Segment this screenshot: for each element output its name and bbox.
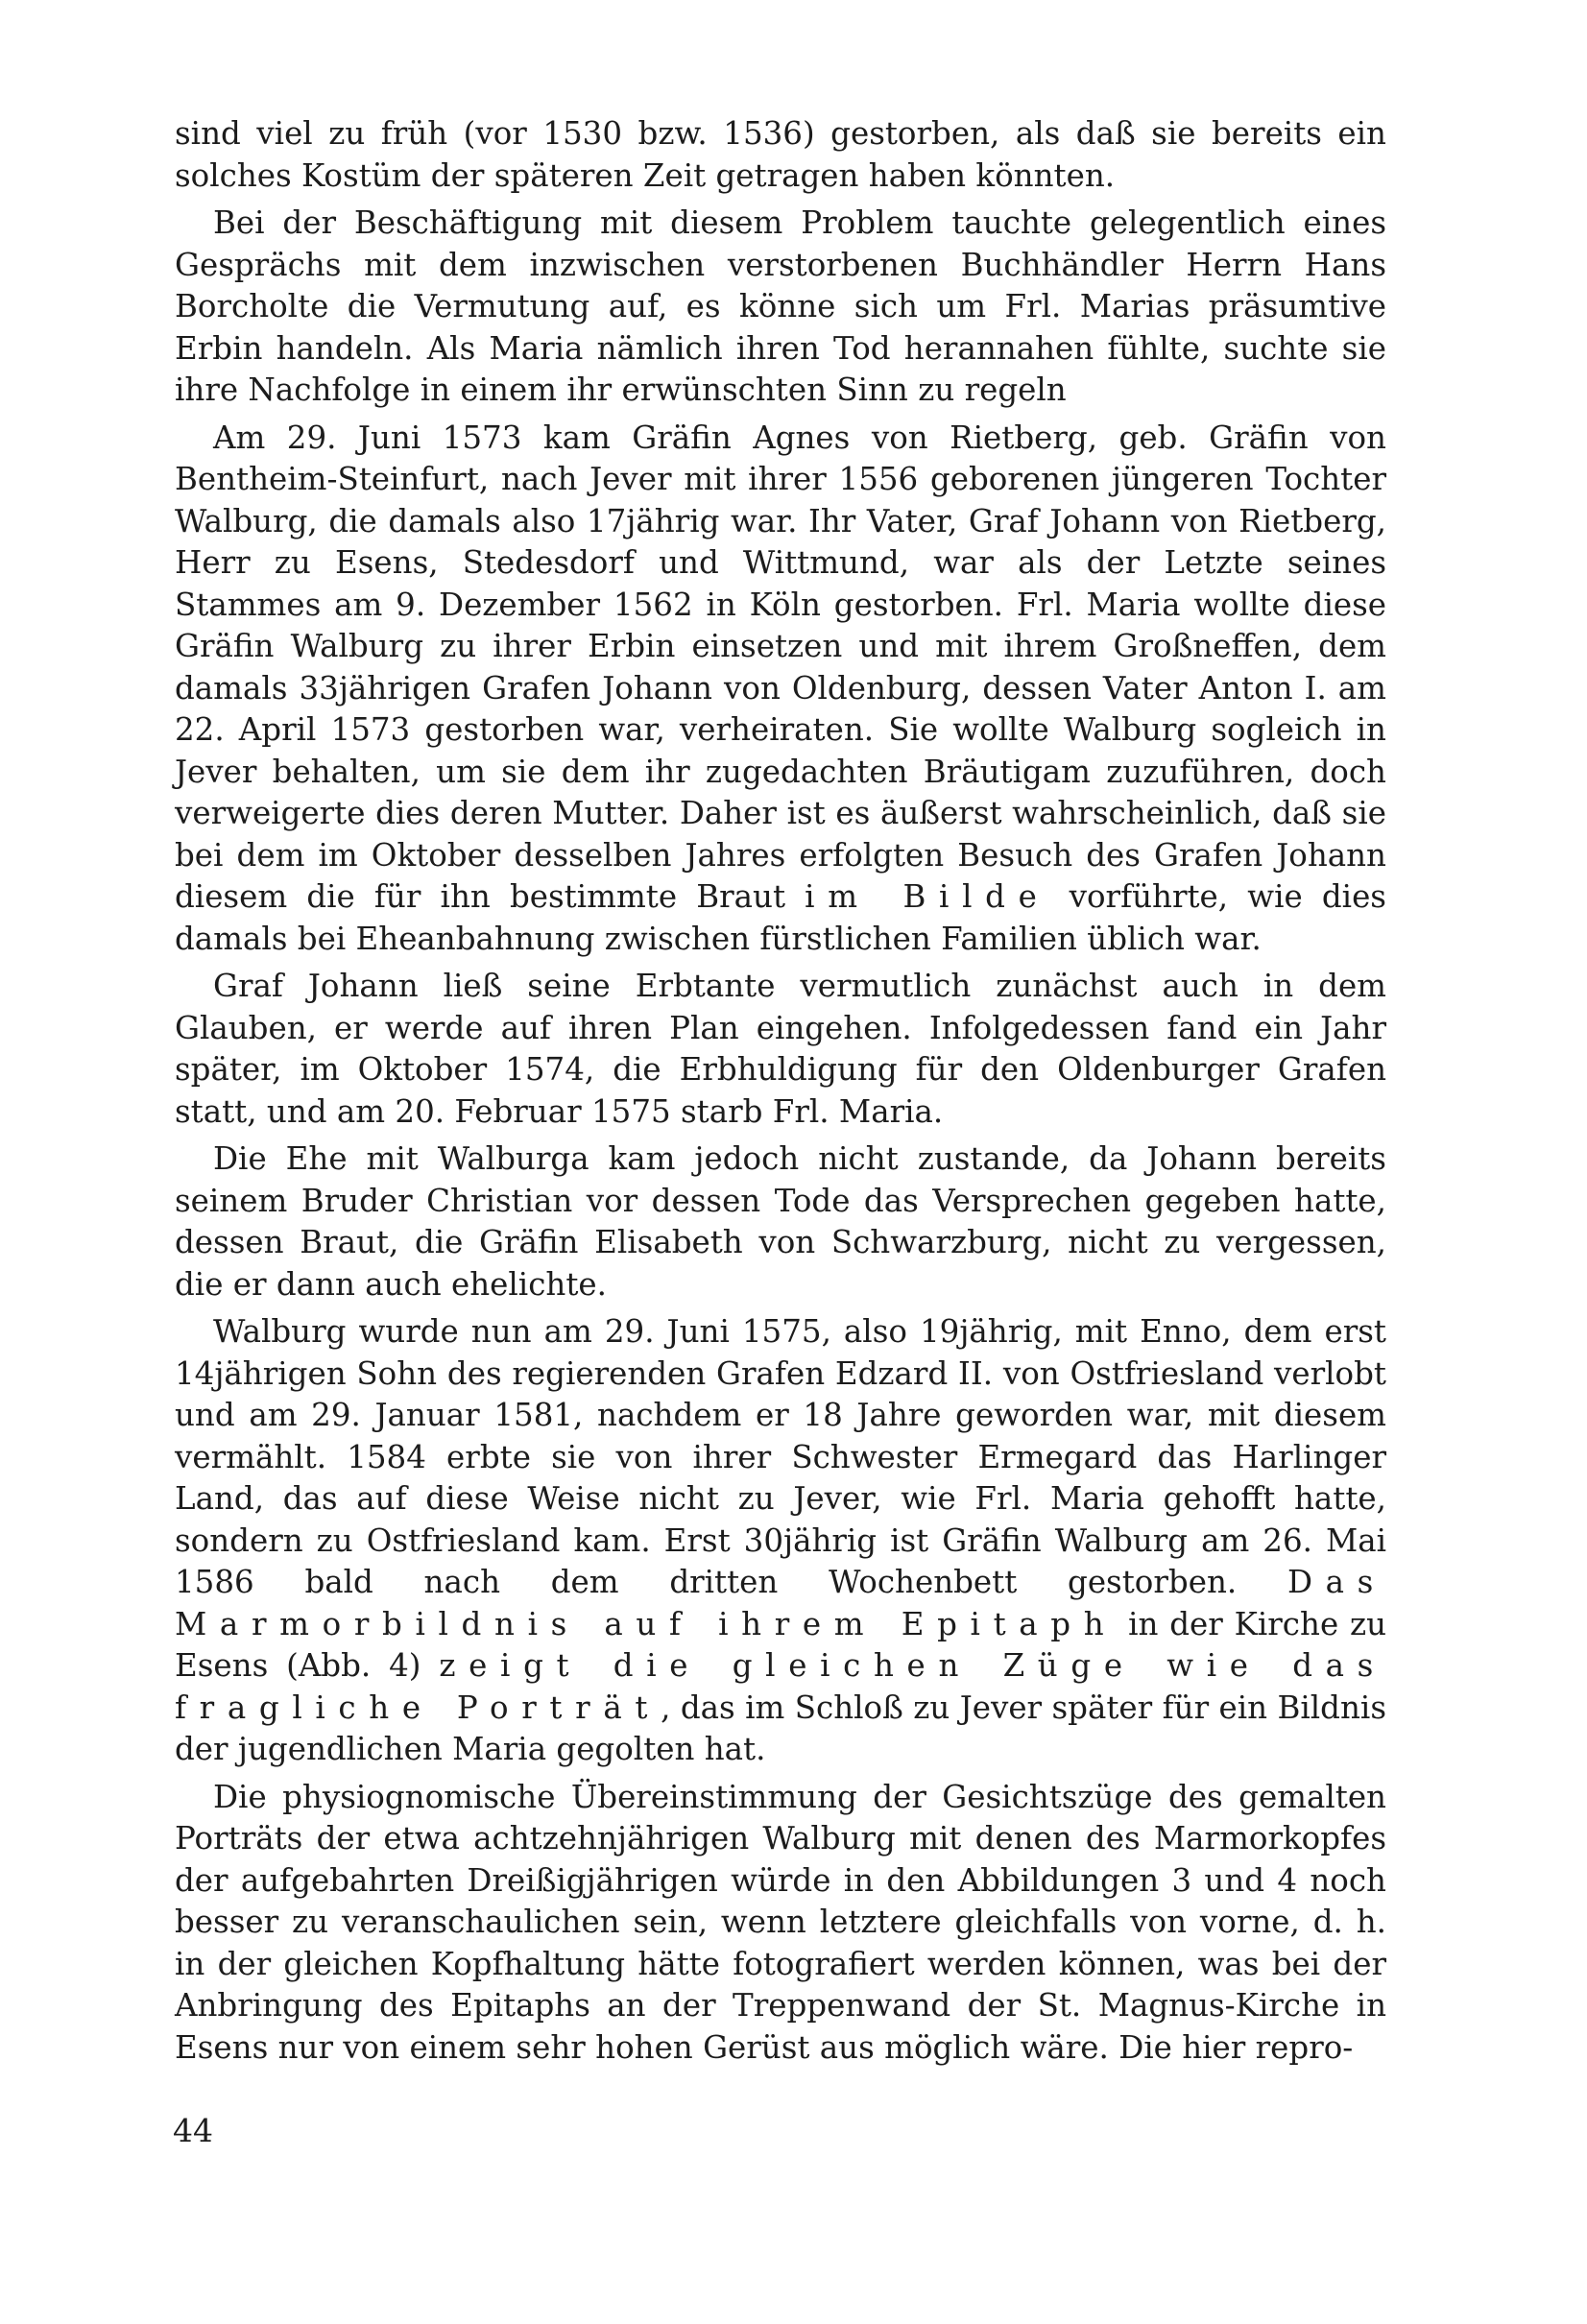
- paragraph-2: [175, 203, 1386, 412]
- body-text: [175, 113, 1386, 2074]
- paragraph-6-emphasis-2: zeigt die gleichen Züge wie das fragliche Porträt: [175, 1647, 1387, 1726]
- paragraph-2-text: Bei der Beschäftigung mit diesem Problem tauchte gelegentlich eines Gesprächs mit dem inzwischen verstorbenen Buchhändler Herrn Hans Borcholte die Vermutung auf, es könne sich um Frl. Marias präsumtive Erbin handeln. Als Maria nämlich ihren Tod herannahen fühlte, suchte sie ihre Nachfolge in einem ihr erwünschten Sinn zu regeln: [175, 204, 1386, 408]
- paragraph-7: [175, 1777, 1386, 2070]
- paragraph-6-text-part-3: , das im Schloß zu Jever später für ein Bildnis der jugendlichen Maria gegolten hat.: [175, 1689, 1386, 1767]
- paragraph-5-text: Die Ehe mit Walburga kam jedoch nicht zustande, da Johann bereits seinem Bruder Christian vor dessen Tode das Versprechen gegeben hatte, dessen Braut, die Gräfin Elisabeth von Schwarzburg, nicht zu vergessen, die er dann auch ehelichte.: [175, 1140, 1386, 1303]
- paragraph-1: [175, 113, 1386, 197]
- paragraph-6: [175, 1311, 1386, 1771]
- paragraph-3-emphasis: im Bilde: [805, 878, 1050, 915]
- paragraph-6-emphasis-1: Das Marmorbildnis auf ihrem Epitaph: [175, 1564, 1386, 1642]
- paragraph-4: [175, 966, 1386, 1133]
- paragraph-3-text-part-1: Am 29. Juni 1573 kam Gräfin Agnes von Rietberg, geb. Gräfin von Bentheim-Steinfurt, nach Jever mit ihrer 1556 geborenen jüngeren Tochter Walburg, die damals also 17jährig war. Ihr Vater, Graf Johann von Rietberg, Herr zu Esens, Stedesdorf und Wittmund, war als der Letzte seines Stammes am 9. Dezember 1562 in Köln gestorben. Frl. Maria wollte diese Gräfin Walburg zu ihrer Erbin einsetzen und mit ihrem Großneffen, dem damals 33jährigen Grafen Johann von Oldenburg, dessen Vater Anton I. am 22. April 1573 gestorben war, verheiraten. Sie wollte Walburg sogleich in Jever behalten, um sie dem ihr zugedachten Bräutigam zuzuführen, doch verweigerte dies deren Mutter. Daher ist es äußerst wahrscheinlich, daß sie bei dem im Oktober desselben Jahres erfolgten Besuch des Grafen Johann diesem die für ihn bestimmte Braut: [175, 419, 1386, 915]
- paragraph-7-text: Die physiognomische Übereinstimmung der Gesichtszüge des gemalten Porträts der etwa achtzehnjährigen Walburg mit denen des Marmorkopfes der aufgebahrten Dreißigjährigen würde in den Abbildungen 3 und 4 noch besser zu veranschaulichen sein, wenn letztere gleichfalls von vorne, d. h. in der gleichen Kopfhaltung hätte fotografiert werden können, was bei der Anbringung des Epitaphs an der Treppenwand der St. Magnus-Kirche in Esens nur von einem sehr hohen Gerüst aus möglich wäre. Die hier repro-: [175, 1778, 1386, 2066]
- paragraph-3-text-part-2: vorführte, wie dies damals bei Eheanbahnung zwischen fürstlichen Familien üblich war.: [175, 878, 1386, 957]
- paragraph-6-text-part-1: Walburg wurde nun am 29. Juni 1575, also 19jährig, mit Enno, dem erst 14jährigen Sohn des regierenden Grafen Edzard II. von Ostfriesland verlobt und am 29. Januar 1581, nachdem er 18 Jahre geworden war, mit diesem vermählt. 1584 erbte sie von ihrer Schwester Ermegard das Harlinger Land, das auf diese Weise nicht zu Jever, wie Frl. Maria gehofft hatte, sondern zu Ostfriesland kam. Erst 30jährig ist Gräfin Walburg am 26. Mai 1586 bald nach dem dritten Wochenbett gestorben.: [175, 1313, 1386, 1600]
- paragraph-4-text: Graf Johann ließ seine Erbtante vermutlich zunächst auch in dem Glauben, er werde auf ihren Plan eingehen. Infolgedessen fand ein Jahr später, im Oktober 1574, die Erbhuldigung für den Oldenburger Grafen statt, und am 20. Februar 1575 starb Frl. Maria.: [175, 968, 1386, 1130]
- paragraph-5: [175, 1138, 1386, 1306]
- page-number: 44: [173, 2112, 213, 2149]
- paragraph-1-text: sind viel zu früh (vor 1530 bzw. 1536) gestorben, als daß sie bereits ein solches Kostüm der späteren Zeit getragen haben könnten.: [175, 115, 1386, 194]
- paragraph-3: [175, 418, 1386, 961]
- paragraph-6-text-part-2: in der Kirche zu Esens (Abb. 4): [175, 1605, 1387, 1684]
